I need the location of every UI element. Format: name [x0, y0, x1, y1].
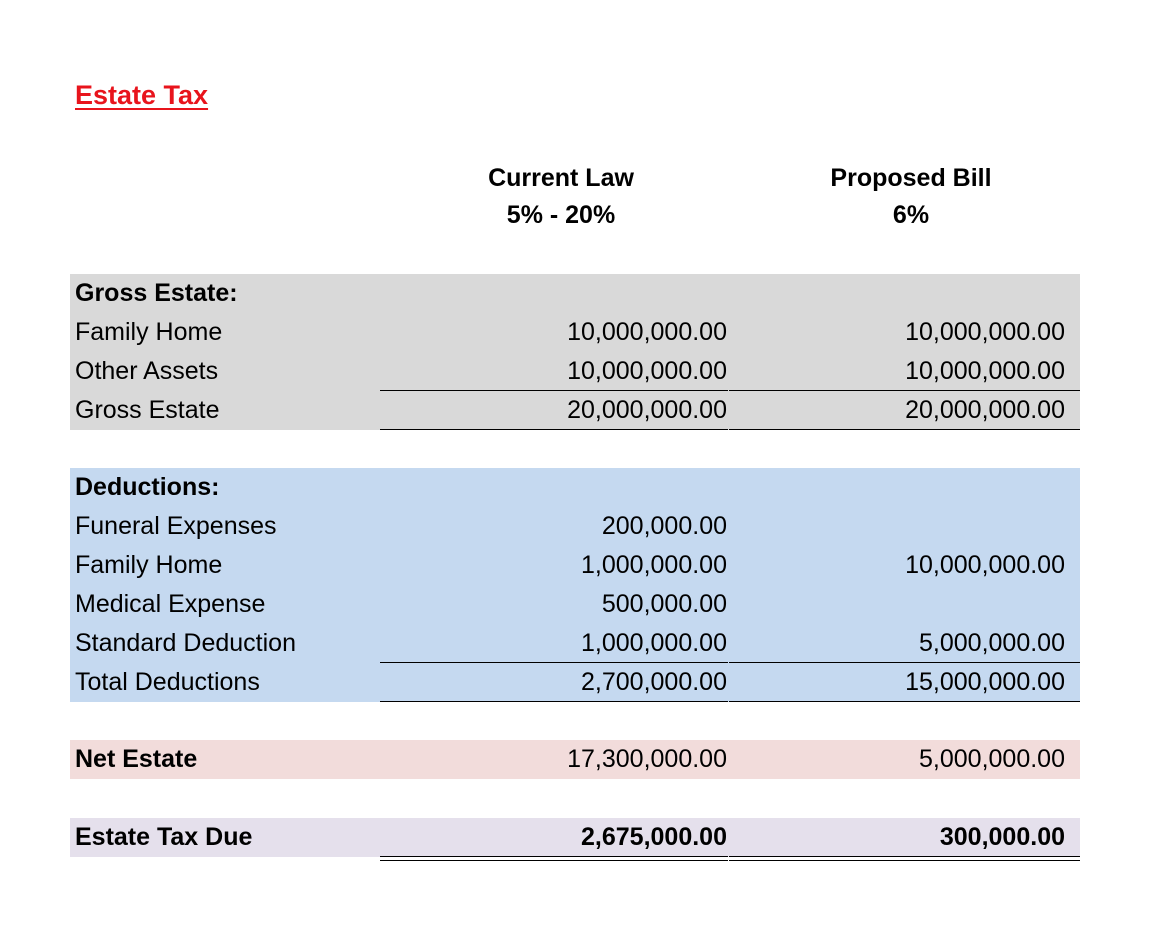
row-label: Medical Expense [75, 590, 266, 618]
row-label: Net Estate [75, 745, 198, 773]
total-rule [729, 701, 1080, 702]
column-rate: 5% - 20% [506, 201, 616, 229]
proposed-bill-value: 10,000,000.00 [905, 551, 1065, 579]
table-row-total-deductions [70, 663, 1080, 702]
row-label: Estate Tax Due [75, 823, 253, 851]
row-label: Funeral Expenses [75, 512, 277, 540]
table-row-family-home-deduction [70, 546, 1080, 585]
proposed-bill-value: 5,000,000.00 [919, 629, 1065, 657]
section-header-label: Gross Estate: [75, 279, 238, 307]
current-law-value: 2,675,000.00 [581, 823, 727, 851]
current-law-value: 10,000,000.00 [567, 318, 727, 346]
column-header-current-law [411, 160, 711, 234]
section-header-gross-estate [70, 274, 1080, 313]
total-rule [380, 429, 728, 430]
table-row-gross-estate-total [70, 391, 1080, 430]
grand-total-double-rule [380, 856, 728, 861]
current-law-value: 1,000,000.00 [581, 629, 727, 657]
row-label: Total Deductions [75, 668, 260, 696]
row-label: Family Home [75, 318, 223, 346]
table-row-family-home [70, 313, 1080, 352]
page-title: Estate Tax [75, 80, 209, 110]
grand-total-double-rule [729, 856, 1080, 861]
proposed-bill-value: 5,000,000.00 [919, 745, 1065, 773]
section-header-deductions [70, 468, 1080, 507]
table-row-net-estate [70, 740, 1080, 779]
table-row-standard-deduction [70, 624, 1080, 663]
current-law-value: 17,300,000.00 [567, 745, 727, 773]
row-label: Other Assets [75, 357, 219, 385]
proposed-bill-value: 10,000,000.00 [905, 357, 1065, 385]
table-row-other-assets [70, 352, 1080, 391]
current-law-value: 200,000.00 [601, 512, 727, 540]
current-law-value: 20,000,000.00 [567, 396, 727, 424]
row-label: Family Home [75, 551, 223, 579]
section-header-label: Deductions: [75, 473, 220, 501]
current-law-value: 2,700,000.00 [581, 668, 727, 696]
table-row-funeral-expenses [70, 507, 1080, 546]
column-header-proposed-bill [761, 160, 1061, 234]
column-rate: 6% [892, 201, 930, 229]
table-row-estate-tax-due [70, 818, 1080, 857]
column-name: Current Law [488, 164, 634, 192]
proposed-bill-value: 15,000,000.00 [905, 668, 1065, 696]
total-rule [729, 429, 1080, 430]
total-rule [380, 701, 728, 702]
table-row-medical-expense [70, 585, 1080, 624]
row-label: Standard Deduction [75, 629, 296, 657]
column-name: Proposed Bill [830, 164, 992, 192]
proposed-bill-value: 300,000.00 [939, 823, 1065, 851]
proposed-bill-value: 10,000,000.00 [905, 318, 1065, 346]
proposed-bill-value: 20,000,000.00 [905, 396, 1065, 424]
current-law-value: 10,000,000.00 [567, 357, 727, 385]
row-label: Gross Estate [75, 396, 220, 424]
current-law-value: 500,000.00 [601, 590, 727, 618]
current-law-value: 1,000,000.00 [581, 551, 727, 579]
